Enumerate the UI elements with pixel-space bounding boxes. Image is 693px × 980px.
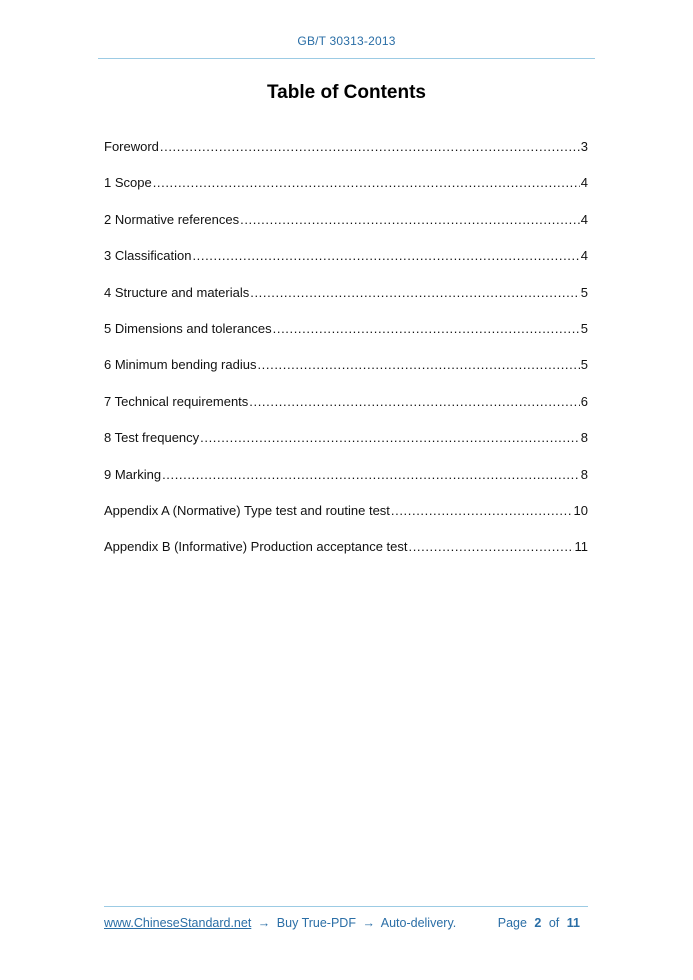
toc-entry-label: 7 Technical requirements [104,393,249,409]
toc-entry-page: 4 [580,248,588,264]
toc-entry-label: 5 Dimensions and tolerances [104,320,272,336]
toc-dot-leader [192,247,579,264]
page-word: Page [497,916,527,930]
toc-dot-leader [249,393,579,410]
toc-entry-page: 10 [573,502,588,518]
toc-entry-label: 2 Normative references [104,211,240,227]
toc-dot-leader [409,538,574,555]
toc-entry-foreword[interactable] [104,138,588,174]
site-link[interactable]: www.ChineseStandard.net [104,916,252,930]
toc-dot-leader [250,284,580,301]
toc-entry-classification[interactable] [104,247,588,283]
toc-dot-leader [273,320,580,337]
toc-dot-leader [160,138,580,155]
toc-entry-label: 8 Test frequency [104,430,200,446]
toc-entry-label: Foreword [104,139,159,154]
toc-dot-leader [200,429,580,446]
auto-delivery-text: Auto-delivery. [380,916,457,930]
toc-entry-technical-requirements[interactable] [104,393,588,429]
total-pages-number: 11 [566,916,580,930]
page-footer [104,916,588,934]
toc-entry-appendix-a[interactable] [104,502,588,538]
toc-entry-page: 6 [580,393,588,409]
current-page-number: 2 [534,916,542,930]
toc-entry-page: 8 [580,430,588,446]
toc-entry-scope[interactable] [104,174,588,210]
toc-dot-leader [257,356,579,373]
toc-entry-label: 3 Classification [104,248,192,264]
toc-entry-label: Appendix A (Normative) Type test and routine test [104,502,390,518]
header-divider [98,58,595,59]
page-indicator [498,916,584,930]
buy-true-pdf-text: Buy True-PDF [276,916,356,930]
toc-entry-page: 5 [580,320,588,336]
toc-entry-label: Appendix B (Informative) Production acceptance test [104,539,408,555]
toc-entry-page: 3 [580,139,588,154]
toc-entry-minimum-bending-radius[interactable] [104,356,588,392]
toc-entry-dimensions-and-tolerances[interactable] [104,320,588,356]
toc-entry-page: 11 [574,539,588,555]
toc-entry-label: 4 Structure and materials [104,284,250,300]
page-title: Table of Contents [266,82,427,103]
toc-list [104,138,588,575]
toc-entry-label: 9 Marking [104,466,162,482]
toc-entry-page: 4 [580,175,588,191]
toc-entry-test-frequency[interactable] [104,429,588,465]
toc-entry-page: 8 [580,466,588,482]
toc-entry-page: 5 [580,284,588,300]
footer-promo [104,916,456,930]
toc-entry-page: 5 [580,357,588,373]
toc-entry-normative-references[interactable] [104,211,588,247]
toc-entry-label: 1 Scope [104,175,152,191]
toc-entry-label: 6 Minimum bending radius [104,357,257,373]
toc-entry-appendix-b[interactable] [104,538,588,574]
right-arrow-icon: → [257,916,271,930]
toc-dot-leader [240,211,580,228]
toc-entry-page: 4 [580,211,588,227]
toc-dot-leader [153,174,580,191]
right-arrow-icon: → [362,916,375,930]
footer-divider [104,906,588,907]
standard-code-header: GB/T 30313-2013 [297,34,396,48]
toc-entry-structure-and-materials[interactable] [104,284,588,320]
toc-entry-marking[interactable] [104,466,588,502]
toc-dot-leader [162,466,580,483]
toc-dot-leader [391,502,573,519]
of-word: of [548,916,560,930]
